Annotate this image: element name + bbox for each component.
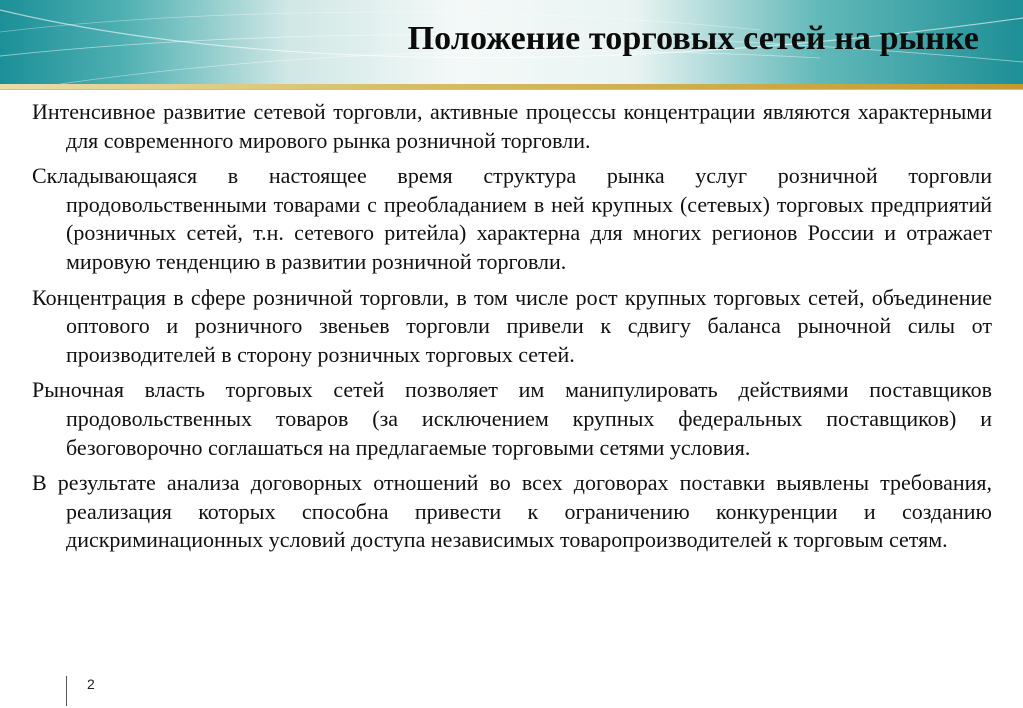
paragraph-3: Концентрация в сфере розничной торговли, в том числе рост крупных торговых сетей, объединение оптового и розничного звеньев торговли привели к сдвигу баланса рыночной силы от производителей в сторону розничных торговых сетей. [32, 284, 992, 367]
slide-header-banner [0, 0, 1023, 96]
paragraph-1: Интенсивное развитие сетевой торговли, активные процессы концентрации являются характерными для современного мирового рынка розничной торговли. [32, 99, 992, 153]
paragraph-4: Рыночная власть торговых сетей позволяет им манипулировать действиями поставщиков продовольственных товаров (за исключением крупных федеральных поставщиков) и безоговорочно соглашаться на предлагаемые торговыми сетями условия. [32, 377, 992, 460]
slide-body [32, 98, 992, 562]
footer-divider [66, 676, 67, 706]
paragraph-2: Складывающаяся в настоящее время структура рынка услуг розничной торговли продовольственными товарами с преобладанием в ней крупных (сетевых) торговых предприятий (розничных сетей, т.н. сетевого ритейла) характерна для многих регионов России и отражает мировую тенденцию в развитии розничной торговли. [32, 163, 992, 274]
page-number: 2 [87, 676, 95, 692]
paragraph-5: В результате анализа договорных отношений во всех договорах поставки выявлены требования, реализация которых способна привести к ограничению конкуренции и созданию дискриминационных условий доступа независимых товаропроизводителей к торговым сетям. [32, 470, 992, 553]
slide-title: Положение торговых сетей на рынке [407, 20, 979, 57]
